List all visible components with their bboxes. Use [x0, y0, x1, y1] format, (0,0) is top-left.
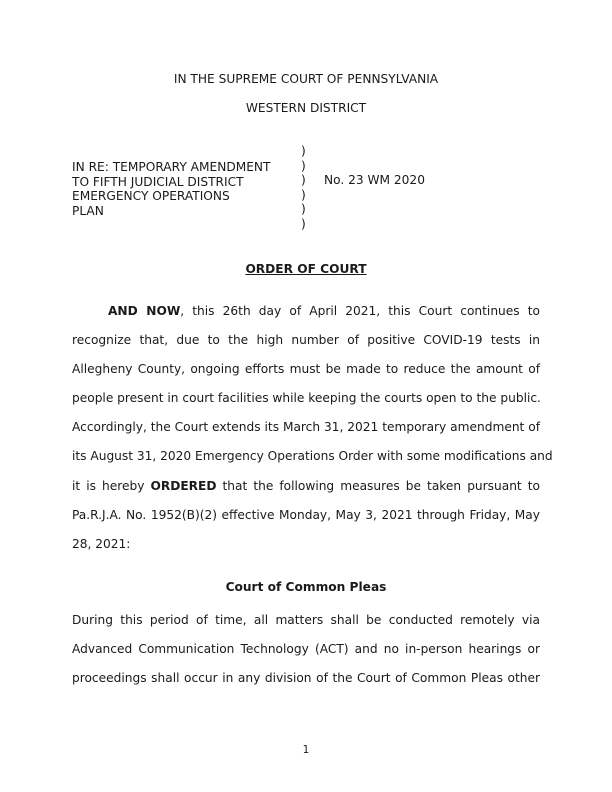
order-title: ORDER OF COURT [245, 262, 367, 276]
paragraph-line: AND NOW, this 26th day of April 2021, this Court continues to [108, 304, 540, 318]
paragraph-line: Pa.R.J.A. No. 1952(B)(2) effective Monday, May 3, 2021 through Friday, May [72, 507, 540, 522]
paragraph-line: people present in court facilities while keeping the courts open to the public. [72, 391, 541, 406]
paragraph-line: 28, 2021: [72, 536, 131, 551]
caption-paren: ) [301, 173, 306, 187]
caption-paren: ) [301, 216, 306, 231]
caption-line-1: IN RE: TEMPORARY AMENDMENT [72, 160, 271, 174]
caption-line-3: EMERGENCY OPERATIONS [72, 189, 230, 203]
paragraph-line: Advanced Communication Technology (ACT) and no in-person hearings or [72, 642, 540, 657]
caption-paren: ) [301, 144, 306, 158]
docket-number: No. 23 WM 2020 [324, 173, 425, 187]
section-heading: Court of Common Pleas [225, 580, 387, 594]
order-paragraph-1 [72, 297, 553, 559]
paragraph-line: During this period of time, all matters shall be conducted remotely via [72, 613, 540, 627]
page-number: 1 [302, 744, 310, 756]
court-name: IN THE SUPREME COURT OF PENNSYLVANIA [173, 72, 439, 86]
paragraph-line: proceedings shall occur in any division of the Court of Common Pleas other [72, 671, 540, 686]
caption-paren: ) [301, 202, 306, 216]
paragraph-line: Accordingly, the Court extends its March 31, 2021 temporary amendment of [72, 420, 540, 435]
paragraph-line: it is hereby ORDERED that the following measures be taken pursuant to [72, 478, 540, 493]
caption-parenthesis-column [301, 144, 306, 231]
paragraph-line: Allegheny County, ongoing efforts must be made to reduce the amount of [72, 362, 540, 377]
caption-line-2: TO FIFTH JUDICIAL DISTRICT [72, 174, 244, 189]
paragraph-line: recognize that, due to the high number of positive COVID-19 tests in [72, 333, 540, 348]
paragraph-line: its August 31, 2020 Emergency Operations Order with some modifications and [72, 449, 553, 464]
order-paragraph-2 [72, 606, 540, 693]
and-now-lead: AND NOW [108, 304, 181, 318]
district-name: WESTERN DISTRICT [245, 101, 367, 115]
caption-paren: ) [301, 158, 306, 173]
caption-line-4: PLAN [72, 203, 104, 218]
caption-paren: ) [301, 187, 306, 202]
ordered-keyword: ORDERED [150, 478, 217, 493]
